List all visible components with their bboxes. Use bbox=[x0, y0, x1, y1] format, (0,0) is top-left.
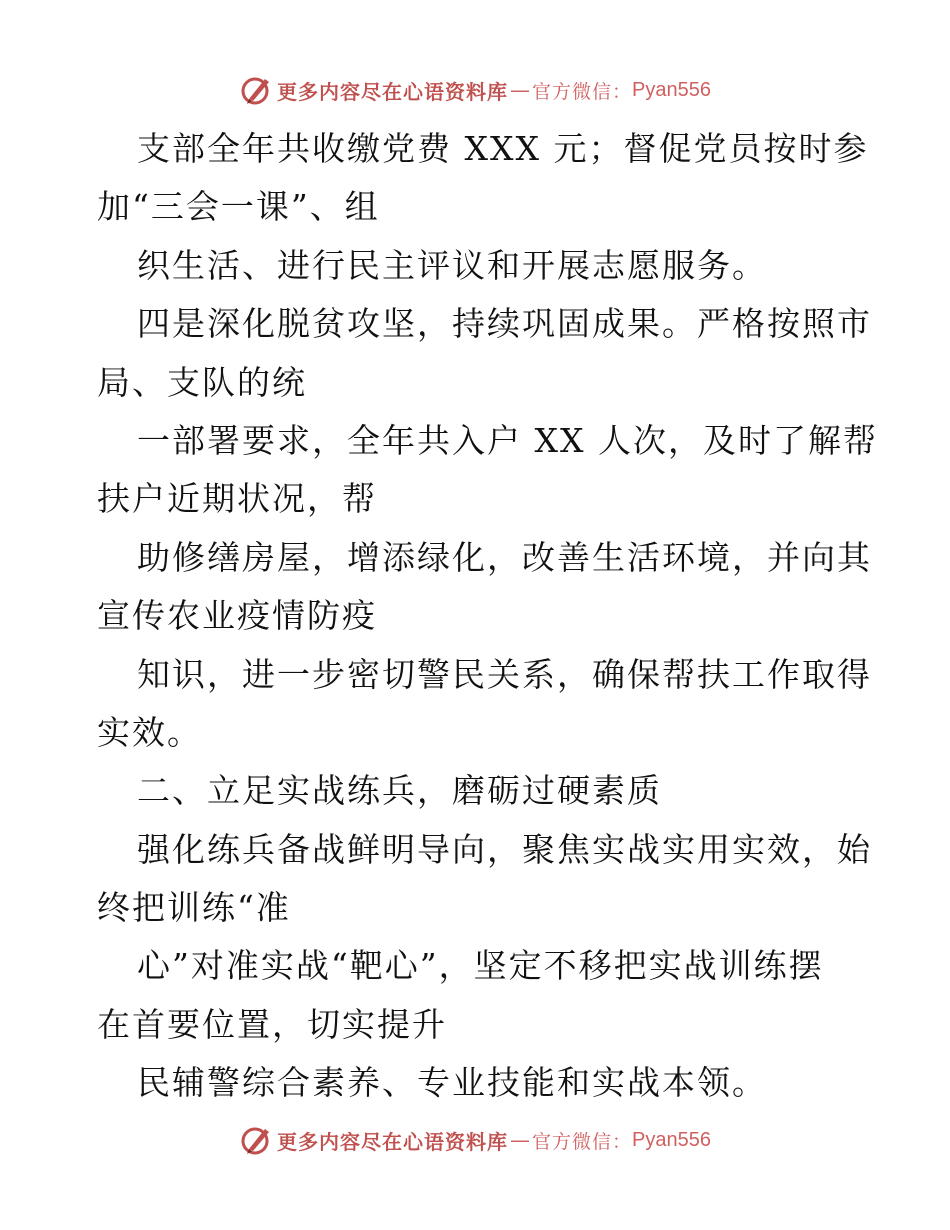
watermark-separator: — bbox=[510, 1128, 530, 1152]
watermark-label: 官方微信： bbox=[532, 1130, 633, 1153]
header-watermark bbox=[0, 70, 950, 110]
text-line: 局、支队的统 bbox=[97, 362, 307, 402]
pen-logo-icon bbox=[239, 73, 273, 107]
watermark-separator: — bbox=[510, 78, 530, 102]
document-body bbox=[97, 120, 878, 1113]
text-line: 织生活、进行民主评议和开展志愿服务。 bbox=[137, 245, 767, 285]
text-line: 支部全年共收缴党费 XXX 元；督促党员按时参 bbox=[137, 129, 869, 168]
watermark-main-text: 更多内容尽在心语资料库 bbox=[277, 1129, 508, 1154]
watermark-main-text: 更多内容尽在心语资料库 bbox=[277, 79, 508, 104]
watermark-wechat-id: Pyan556 bbox=[632, 1128, 711, 1151]
watermark-label: 官方微信： bbox=[532, 80, 633, 103]
footer-watermark bbox=[0, 1120, 950, 1160]
text-line: 心”对准实战“靶心”，坚定不移把实战训练摆 bbox=[137, 946, 824, 986]
text-line: 助修缮房屋，增添绿化，改善生活环境，并向其 bbox=[137, 537, 872, 577]
text-line: 实效。 bbox=[97, 712, 202, 752]
pen-logo-icon bbox=[239, 1123, 273, 1157]
text-line: 知识，进一步密切警民关系，确保帮扶工作取得 bbox=[137, 654, 872, 694]
text-line: 强化练兵备战鲜明导向，聚焦实战实用实效，始 bbox=[137, 829, 872, 869]
watermark-wechat-id: Pyan556 bbox=[632, 78, 711, 101]
text-line: 宣传农业疫情防疫 bbox=[97, 596, 377, 636]
text-line: 加“三会一课”、组 bbox=[97, 187, 380, 227]
text-line: 四是深化脱贫攻坚，持续巩固成果。严格按照市 bbox=[137, 304, 872, 344]
text-line: 一部署要求，全年共入户 XX 人次，及时了解帮 bbox=[137, 420, 878, 460]
text-line: 民辅警综合素养、专业技能和实战本领。 bbox=[137, 1063, 767, 1103]
text-line: 在首要位置，切实提升 bbox=[97, 1004, 447, 1044]
section-heading: 二、立足实战练兵，磨砺过硬素质 bbox=[137, 771, 662, 811]
text-line: 扶户近期状况，帮 bbox=[97, 479, 377, 519]
text-line: 终把训练“准 bbox=[97, 888, 291, 928]
